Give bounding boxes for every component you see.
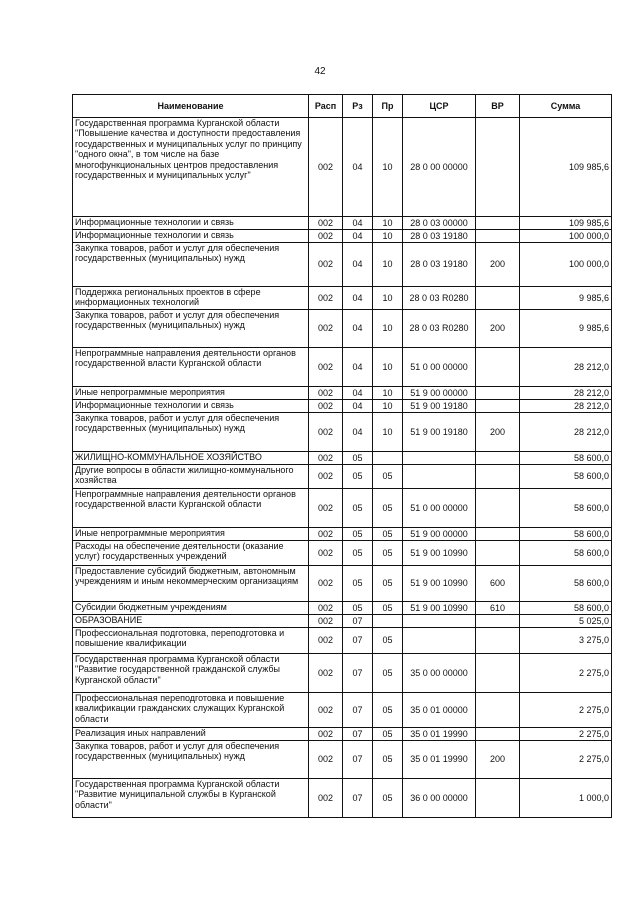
cell-rz: 05	[343, 528, 373, 541]
cell-pr	[373, 452, 403, 465]
table-row	[73, 387, 612, 400]
cell-rz: 07	[343, 741, 373, 779]
table-row	[73, 348, 612, 387]
cell-pr: 10	[373, 387, 403, 400]
cell-rasp: 002	[309, 602, 343, 615]
cell-pr: 10	[373, 400, 403, 413]
cell-pr: 05	[373, 528, 403, 541]
cell-vr	[476, 528, 520, 541]
cell-rasp: 002	[309, 628, 343, 654]
cell-sum: 28 212,0	[520, 387, 612, 400]
cell-name: Закупка товаров, работ и услуг для обеспечения государственных (муниципальных) нужд	[73, 243, 309, 287]
cell-rz: 05	[343, 465, 373, 489]
cell-rz: 04	[343, 310, 373, 348]
cell-rz: 04	[343, 413, 373, 452]
table-row	[73, 230, 612, 243]
cell-csr: 51 9 00 00000	[403, 387, 476, 400]
cell-rz: 07	[343, 654, 373, 693]
cell-name: Государственная программа Курганской области "Повышение качества и доступности предоставления государственных и муниципальных услуг по принципу "одного окна", в том числе на базе многофункциональных центров предоставления государственных и муниципальных услуг"	[73, 118, 309, 217]
table-row	[73, 489, 612, 528]
cell-pr: 10	[373, 310, 403, 348]
cell-name: Закупка товаров, работ и услуг для обеспечения государственных (муниципальных) нужд	[73, 413, 309, 452]
cell-name: Информационные технологии и связь	[73, 217, 309, 230]
cell-csr: 35 0 01 00000	[403, 693, 476, 728]
header-name: Наименование	[73, 95, 309, 118]
cell-rasp: 002	[309, 566, 343, 602]
cell-rz: 05	[343, 452, 373, 465]
table-row	[73, 566, 612, 602]
table-row	[73, 654, 612, 693]
table-row	[73, 615, 612, 628]
cell-sum: 1 000,0	[520, 779, 612, 818]
cell-sum: 58 600,0	[520, 566, 612, 602]
cell-pr: 10	[373, 243, 403, 287]
cell-pr: 05	[373, 541, 403, 566]
cell-sum: 109 985,6	[520, 118, 612, 217]
cell-rasp: 002	[309, 452, 343, 465]
cell-sum: 58 600,0	[520, 602, 612, 615]
cell-rasp: 002	[309, 489, 343, 528]
table-row	[73, 413, 612, 452]
cell-name: Профессиональная переподготовка и повышение квалификации гражданских служащих Курганской области	[73, 693, 309, 728]
cell-rz: 05	[343, 541, 373, 566]
cell-rasp: 002	[309, 728, 343, 741]
cell-sum: 100 000,0	[520, 243, 612, 287]
cell-rasp: 002	[309, 413, 343, 452]
table-row	[73, 741, 612, 779]
cell-vr	[476, 348, 520, 387]
table-header-row	[73, 95, 612, 118]
cell-name: Иные непрограммные мероприятия	[73, 528, 309, 541]
cell-rz: 04	[343, 400, 373, 413]
cell-pr: 05	[373, 693, 403, 728]
cell-csr: 28 0 03 00000	[403, 217, 476, 230]
table-row	[73, 465, 612, 489]
table-row	[73, 287, 612, 310]
cell-sum: 9 985,6	[520, 310, 612, 348]
cell-sum: 28 212,0	[520, 348, 612, 387]
cell-pr: 05	[373, 465, 403, 489]
cell-rz: 07	[343, 779, 373, 818]
cell-csr: 51 9 00 00000	[403, 528, 476, 541]
cell-csr: 35 0 00 00000	[403, 654, 476, 693]
cell-sum: 58 600,0	[520, 528, 612, 541]
cell-csr: 36 0 00 00000	[403, 779, 476, 818]
cell-csr: 28 0 03 R0280	[403, 287, 476, 310]
cell-rz: 04	[343, 348, 373, 387]
cell-csr	[403, 452, 476, 465]
cell-rasp: 002	[309, 741, 343, 779]
cell-rasp: 002	[309, 693, 343, 728]
cell-rz: 07	[343, 615, 373, 628]
cell-csr: 51 9 00 10990	[403, 602, 476, 615]
cell-sum: 2 275,0	[520, 654, 612, 693]
cell-name: Государственная программа Курганской области "Развитие муниципальной службы в Курганской области"	[73, 779, 309, 818]
cell-rz: 07	[343, 628, 373, 654]
cell-vr	[476, 693, 520, 728]
cell-name: Информационные технологии и связь	[73, 400, 309, 413]
cell-vr	[476, 489, 520, 528]
cell-vr	[476, 387, 520, 400]
cell-sum: 28 212,0	[520, 413, 612, 452]
budget-table	[72, 94, 612, 818]
cell-rz: 05	[343, 566, 373, 602]
cell-csr: 28 0 03 19180	[403, 243, 476, 287]
cell-name: Субсидии бюджетным учреждениям	[73, 602, 309, 615]
cell-sum: 100 000,0	[520, 230, 612, 243]
cell-csr: 28 0 03 R0280	[403, 310, 476, 348]
cell-vr	[476, 465, 520, 489]
cell-rz: 05	[343, 489, 373, 528]
cell-vr	[476, 728, 520, 741]
table-row	[73, 602, 612, 615]
cell-sum: 3 275,0	[520, 628, 612, 654]
cell-pr: 05	[373, 628, 403, 654]
cell-pr: 10	[373, 230, 403, 243]
cell-rz: 04	[343, 118, 373, 217]
table-row	[73, 243, 612, 287]
cell-csr: 35 0 01 19990	[403, 728, 476, 741]
cell-pr: 05	[373, 654, 403, 693]
cell-rasp: 002	[309, 779, 343, 818]
cell-csr	[403, 465, 476, 489]
cell-pr: 10	[373, 287, 403, 310]
cell-rasp: 002	[309, 400, 343, 413]
cell-csr: 51 9 00 10990	[403, 541, 476, 566]
cell-sum: 2 275,0	[520, 693, 612, 728]
cell-csr: 35 0 01 19990	[403, 741, 476, 779]
cell-vr: 200	[476, 413, 520, 452]
cell-name: Закупка товаров, работ и услуг для обеспечения государственных (муниципальных) нужд	[73, 741, 309, 779]
cell-rasp: 002	[309, 541, 343, 566]
cell-pr: 05	[373, 489, 403, 528]
cell-vr	[476, 118, 520, 217]
cell-vr	[476, 287, 520, 310]
cell-name: Поддержка региональных проектов в сфере информационных технологий	[73, 287, 309, 310]
cell-vr	[476, 615, 520, 628]
header-rz: Рз	[343, 95, 373, 118]
cell-name: Непрограммные направления деятельности органов государственной власти Курганской области	[73, 348, 309, 387]
page-number: 42	[314, 66, 326, 77]
table-row	[73, 693, 612, 728]
cell-sum: 109 985,6	[520, 217, 612, 230]
cell-name: ОБРАЗОВАНИЕ	[73, 615, 309, 628]
cell-name: Профессиональная подготовка, переподготовка и повышение квалификации	[73, 628, 309, 654]
cell-rz: 04	[343, 243, 373, 287]
cell-vr	[476, 779, 520, 818]
cell-csr: 28 0 00 00000	[403, 118, 476, 217]
cell-pr: 05	[373, 728, 403, 741]
cell-pr: 05	[373, 566, 403, 602]
cell-rz: 04	[343, 230, 373, 243]
cell-pr: 10	[373, 348, 403, 387]
cell-sum: 28 212,0	[520, 400, 612, 413]
cell-name: Закупка товаров, работ и услуг для обеспечения государственных (муниципальных) нужд	[73, 310, 309, 348]
table-row	[73, 628, 612, 654]
cell-vr	[476, 400, 520, 413]
cell-rz: 04	[343, 217, 373, 230]
cell-name: Расходы на обеспечение деятельности (оказание услуг) государственных учреждений	[73, 541, 309, 566]
cell-rz: 05	[343, 602, 373, 615]
cell-csr: 51 0 00 00000	[403, 489, 476, 528]
cell-rasp: 002	[309, 287, 343, 310]
cell-vr	[476, 541, 520, 566]
header-csr: ЦСР	[403, 95, 476, 118]
cell-name: ЖИЛИЩНО-КОММУНАЛЬНОЕ ХОЗЯЙСТВО	[73, 452, 309, 465]
table-row	[73, 528, 612, 541]
table-row	[73, 541, 612, 566]
cell-pr: 10	[373, 413, 403, 452]
cell-rasp: 002	[309, 217, 343, 230]
cell-sum: 58 600,0	[520, 465, 612, 489]
cell-name: Предоставление субсидий бюджетным, автономным учреждениям и иным некоммерческим организациям	[73, 566, 309, 602]
table-row	[73, 452, 612, 465]
cell-vr: 200	[476, 243, 520, 287]
cell-vr: 600	[476, 566, 520, 602]
cell-csr: 51 9 00 10990	[403, 566, 476, 602]
table-row	[73, 728, 612, 741]
cell-vr	[476, 654, 520, 693]
cell-name: Непрограммные направления деятельности органов государственной власти Курганской области	[73, 489, 309, 528]
cell-vr	[476, 452, 520, 465]
cell-csr: 51 0 00 00000	[403, 348, 476, 387]
cell-pr: 10	[373, 217, 403, 230]
cell-sum: 58 600,0	[520, 541, 612, 566]
cell-vr	[476, 628, 520, 654]
cell-rasp: 002	[309, 310, 343, 348]
cell-pr: 05	[373, 779, 403, 818]
cell-pr: 10	[373, 118, 403, 217]
cell-pr: 05	[373, 741, 403, 779]
cell-rasp: 002	[309, 465, 343, 489]
table-row	[73, 217, 612, 230]
cell-rz: 07	[343, 728, 373, 741]
cell-sum: 2 275,0	[520, 728, 612, 741]
cell-rasp: 002	[309, 615, 343, 628]
cell-name: Государственная программа Курганской области "Развитие государственной гражданской службы Курганской области"	[73, 654, 309, 693]
cell-csr	[403, 628, 476, 654]
cell-rasp: 002	[309, 387, 343, 400]
cell-vr: 200	[476, 741, 520, 779]
header-rasp: Расп	[309, 95, 343, 118]
table-row	[73, 400, 612, 413]
header-vr: ВР	[476, 95, 520, 118]
cell-csr: 51 9 00 19180	[403, 400, 476, 413]
table-row	[73, 310, 612, 348]
cell-rasp: 002	[309, 348, 343, 387]
cell-rasp: 002	[309, 230, 343, 243]
cell-rasp: 002	[309, 243, 343, 287]
cell-name: Иные непрограммные мероприятия	[73, 387, 309, 400]
cell-rasp: 002	[309, 118, 343, 217]
cell-sum: 58 600,0	[520, 489, 612, 528]
cell-rz: 04	[343, 287, 373, 310]
cell-csr: 51 9 00 19180	[403, 413, 476, 452]
table-row	[73, 118, 612, 217]
cell-rz: 04	[343, 387, 373, 400]
cell-name: Реализация иных направлений	[73, 728, 309, 741]
cell-csr: 28 0 03 19180	[403, 230, 476, 243]
cell-pr	[373, 615, 403, 628]
cell-vr	[476, 230, 520, 243]
cell-vr: 610	[476, 602, 520, 615]
cell-csr	[403, 615, 476, 628]
cell-rz: 07	[343, 693, 373, 728]
cell-name: Другие вопросы в области жилищно-коммунального хозяйства	[73, 465, 309, 489]
table-row	[73, 779, 612, 818]
cell-sum: 2 275,0	[520, 741, 612, 779]
cell-rasp: 002	[309, 528, 343, 541]
cell-sum: 5 025,0	[520, 615, 612, 628]
header-sum: Сумма	[520, 95, 612, 118]
cell-sum: 9 985,6	[520, 287, 612, 310]
cell-sum: 58 600,0	[520, 452, 612, 465]
table-body	[73, 118, 612, 818]
cell-vr: 200	[476, 310, 520, 348]
cell-vr	[476, 217, 520, 230]
cell-rasp: 002	[309, 654, 343, 693]
cell-pr: 05	[373, 602, 403, 615]
header-pr: Пр	[373, 95, 403, 118]
cell-name: Информационные технологии и связь	[73, 230, 309, 243]
